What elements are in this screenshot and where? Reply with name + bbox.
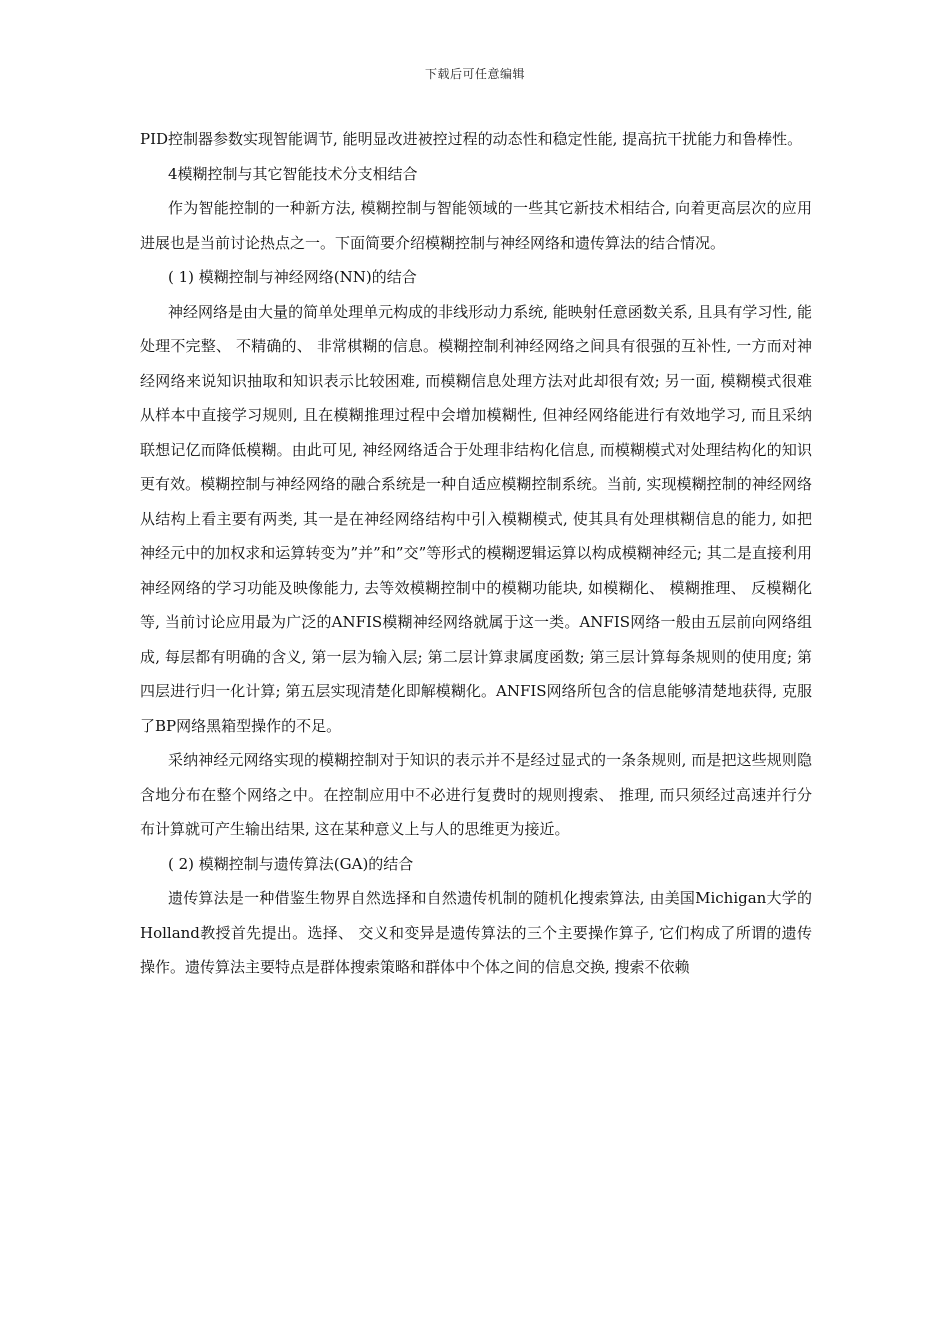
page-header: 下载后可任意编辑	[424, 67, 525, 81]
document-body	[140, 122, 812, 985]
paragraph-genetic-algorithm: 遗传算法是一种借鉴生物界自然选择和自然遗传机制的随机化搜索算法, 由美国Michigan大学的Holland教授首先提出。选择、 交义和变异是遗传算法的三个主要操作算子, 它们构成了所谓的遗传操作。遗传算法主要特点是群体搜索策略和群体中个体之间的信息交换, 搜索不依赖	[140, 889, 812, 976]
paragraph-neural-network: 神经网络是由大量的简单处理单元构成的非线形动力系统, 能映射任意函数关系, 且具有学习性, 能处理不完整、 不精确的、 非常棋糊的信息。模糊控制利神经网络之间具有很强的互补性, 一方而对神经网络来说知识抽取和知识表示比较困难, 而模糊信息处理方法对此却很有效; 另一面, 模糊模式很难从样本中直接学习规则, 且在模糊推理过程中会增加模糊性, 但神经网络能进行有效地学习, 而且采纳联想记亿而降低模糊。由此可见, 神经网络适合于处理非结构化信息, 而模糊模式对处理结构化的知识更有效。模糊控制与神经网络的融合系统是一种自适应模糊控制系统。当前, 实现模糊控制的神经网络从结构上看主要有两类, 其一是在神经网络结构中引入模糊模式, 使其具有处理棋糊信息的能力, 如把神经元中的加权求和运算转变为”并”和”交”等形式的模糊逻辑运算以构成模糊神经元; 其二是直接利用神经网络的学习功能及映像能力, 去等效模糊控制中的模糊功能块, 如模糊化、 模糊推理、 反模糊化等, 当前讨论应用最为广泛的ANFIS模糊神经网络就属于这一类。ANFIS网络一般由五层前向网络组成, 每层都有明确的含义, 第一层为输入层; 第二层计算隶属度函数; 第三层计算每条规则的使用度; 第四层进行归一化计算; 第五层实现清楚化即解模糊化。ANFIS网络所包含的信息能够清楚地获得, 克服了BP网络黑箱型操作的不足。	[140, 302, 812, 735]
paragraph-intro: 作为智能控制的一种新方法, 模糊控制与智能领域的一些其它新技术相结合, 向着更高层次的应用进展也是当前讨论热点之一。下面简要介绍模糊控制与神经网络和遗传算法的结合情况。	[140, 199, 812, 252]
section-heading-4: 4模糊控制与其它智能技术分支相结合	[168, 164, 418, 183]
paragraph-pid-continuation: PID控制器参数实现智能调节, 能明显改进被控过程的动态性和稳定性能, 提高抗干扰能力和鲁棒性。	[140, 130, 803, 148]
subheading-fuzzy-nn: ( 1) 模糊控制与神经网络(NN)的结合	[168, 268, 417, 286]
subheading-fuzzy-ga: ( 2) 模糊控制与遗传算法(GA)的结合	[168, 854, 414, 873]
paragraph-neural-fuzzy-control: 采纳神经元网络实现的模糊控制对于知识的表示并不是经过显式的一条条规则, 而是把这些规则隐含地分布在整个网络之中。在控制应用中不必进行复费时的规则搜索、 推理, 而只须经过高速并行分布计算就可产生输出结果, 这在某种意义上与人的思维更为接近。	[140, 751, 812, 838]
